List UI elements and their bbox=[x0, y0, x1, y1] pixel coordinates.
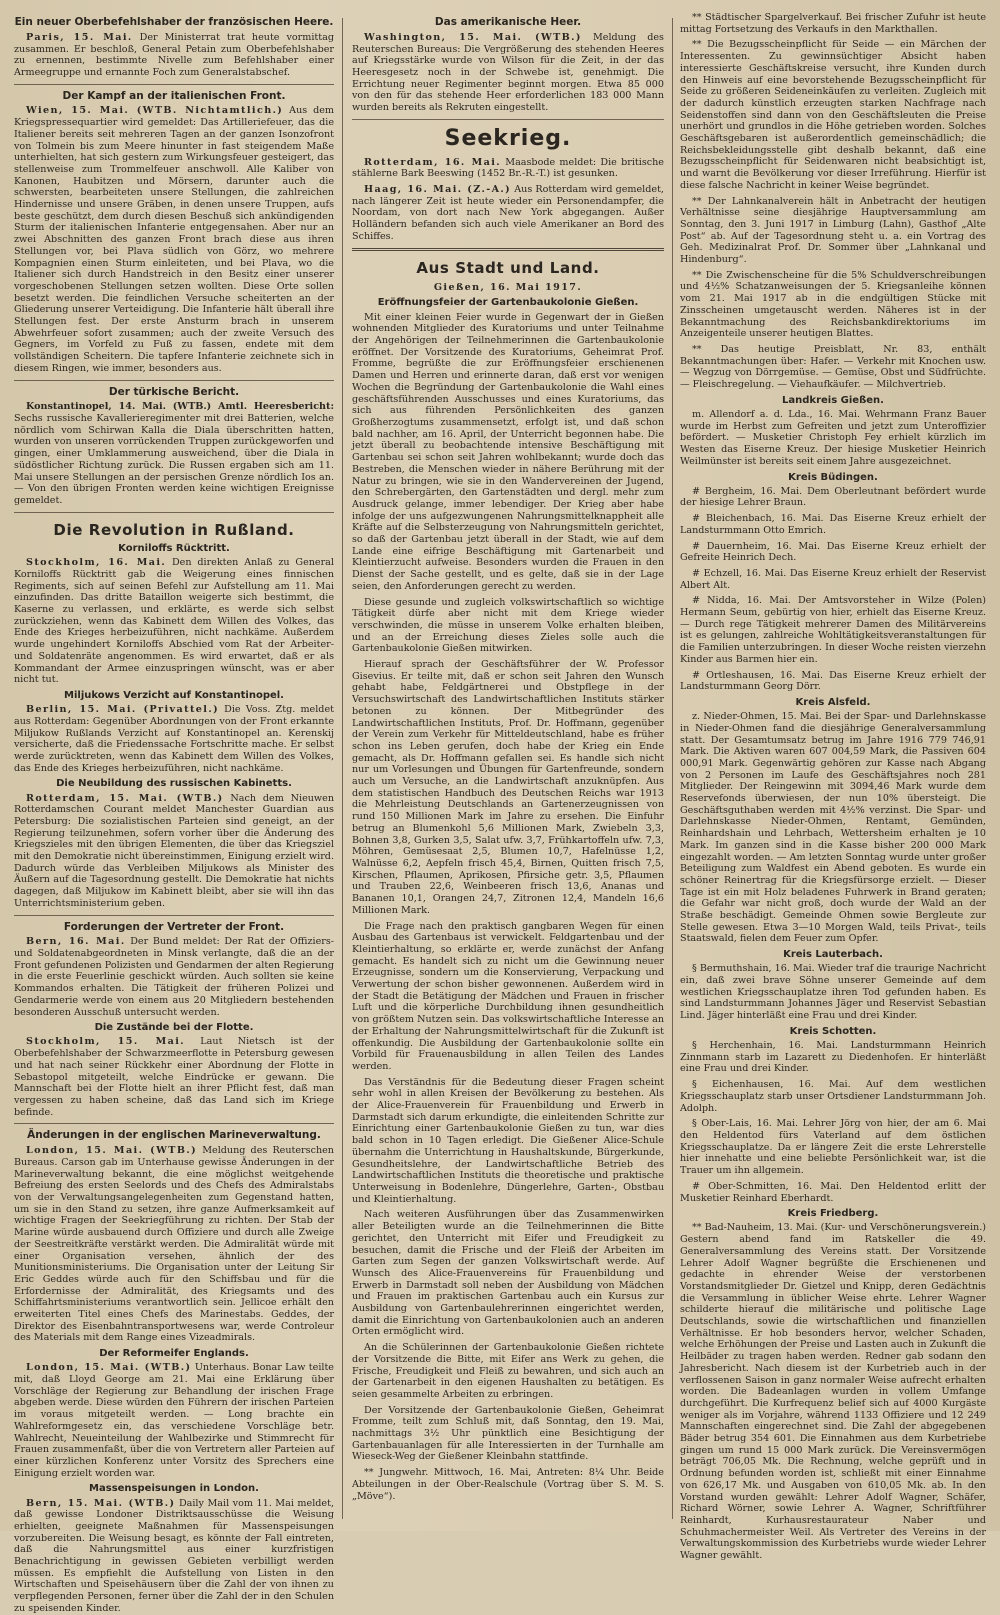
article-paragraph: ** Jungwehr. Mittwoch, 16. Mai, Antreten: 8¼ Uhr. Beide Abteilungen in der Ober-Realschule (Vortrag über S. M. S. „Möve“). bbox=[352, 1467, 664, 1502]
article-paragraph: # Ober-Schmitten, 16. Mai. Den Heldentod erlitt der Musketier Reinhard Eberhardt. bbox=[680, 1180, 986, 1204]
article-paragraph: Bern, 16. Mai. Der Bund meldet: Der Rat der Offiziers- und Soldatenabgeordneten in Minsk verlangte, daß die an der Front gefundenen Polizisten und Gendarmen der alten Regierung in die erste Feuerlinie geschickt würden. Auch sollten sie keine Kommandos erhalten. Die Tätigkeit der früheren Polizei und Gendarmerie werde von einem aus 20 Mitgliedern bestehenden besonderen Ausschuß untersucht werden. bbox=[14, 936, 335, 1018]
article-paragraph: Paris, 15. Mai. Der Ministerrat trat heute vormittag zusammen. Er beschloß, General Petain zum Oberbefehlshaber zu ernennen, bestimmte Nivelle zum Befehlshaber einer Armeegruppe und ernannte Foch zum Generalstabschef. bbox=[14, 31, 334, 78]
double-divider bbox=[352, 248, 664, 251]
subheadline: Kreis Büdingen. bbox=[788, 471, 878, 483]
article-paragraph: Rotterdam, 15. Mai. (WTB.) Nach dem Nieuwen Rotterdamschen Courant meldet Manchester Guardian aus Petersburg: Die sozialistischen Parteien sind geneigt, an der Regierung teilzunehmen, sofern vorher über die Änderung des Kriegszieles mit den übrigen Elementen, die über das Kriegsziel mit den Demokratie nicht übereinstimmen, Einigung erzielt wird. Dadurch würde das Verbleiben Miljukows als Minister des Äußern auf die Tagesordnung gestellt. Die Demokratie hat nichts dagegen, daß Miljukow im Kabinett bleibt, aber sie will ihn das Unterrichtsministerium geben. bbox=[14, 792, 335, 909]
article-paragraph: Der Vorsitzende der Gartenbaukolonie Gießen, Geheimrat Fromme, teilt zum Schluß mit, daß Sonntag, den 19. Mai, nachmittags 3½ Uhr pünktlich eine Besichtigung der Gartenbauanlagen für alle Interessierten in der Turnhalle am Wieseck-Weg der Gießener Kleinbahn stattfinde. bbox=[352, 1404, 664, 1463]
article-paragraph: Washington, 15. Mai. (WTB.) Meldung des Reuterschen Bureaus: Die Vergrößerung des stehenden Heeres auf Kriegsstärke wurde von Wilson für die Zeit, in der das Heeresgesetz noch in der Schwebe ist, genehmigt. Die Errichtung neuer Regimenter beginnt morgen. Etwa 85 000 von den für das stehende Heer erforderlichen 183 000 Mann wurden bereits als Rekruten eingestellt. bbox=[352, 31, 664, 114]
article-paragraph: ** Die Zwischenscheine für die 5% Schuldverschreibungen und 4½% Schatzanweisungen der 5. Kriegsanleihe können vom 21. Mai 1917 ab in die endgültigen Stücke mit Zinsscheinen umgetauscht werden. Näheres ist in der Bekanntmachung des Reichsbankdirektoriums im Anzeigenteile unserer heutigen Blattes. bbox=[680, 269, 986, 340]
article-paragraph: ** Die Bezugsscheinpflicht für Seide — ein Märchen der Interessenten. Zu gewinnsüchtiger Absicht haben interessierte Geschäftskreise versucht, ihre Kunden durch den Hinweis auf eine bevorstehende Bezugsscheinpflicht für Seide zu größeren Seideneinkäufen zu verleiten. Zugleich mit der dadurch künstlich erzeugten starken Nachfrage nach Seidenstoffen sind dann von den Geschäftsleuten die Preise unerhört und grundlos in die Höhe getrieben worden. Solches Geschäftsgebaren ist außerordentlich gemeinschädlich; die Reichsbekleidungsstelle gibt deshalb bekannt, daß eine Bezugsscheinpflicht für Seidenwaren nicht beabsichtigt ist, und warnt die Bevölkerung vor dieser Irreführung. Hierfür ist diese falsche Nachricht in keiner Weise begründet. bbox=[680, 39, 986, 191]
subheadline: Der Reformeifer Englands. bbox=[99, 1348, 249, 1360]
article-paragraph: # Ortleshausen, 16. Mai. Das Eiserne Kreuz erhielt der Landsturmmann Georg Dörr. bbox=[680, 669, 986, 693]
article-paragraph: Die Frage nach den praktisch gangbaren Wegen für einen Ausbau des Gartenbaus ist verwickelt. Feldgartenbau und der Kleintierhaltung, so erklärte er, werde zunächst der Anfang gemacht. Es handelt sich zu nicht um die Gewinnung neuer Erzeugnisse, sondern um die Konservierung, Verpackung und Verwertung der schon bisher gewonnenen. Außerdem wird in der Stadt die Betätigung der Mädchen und Frauen in frischer Luft und die körperliche Durchbildung ihnen gesundheitlich von größtem Nutzen sein. Das volkswirtschaftliche Interesse an der Erhaltung der Nahrungsmittelwirtschaft für die Zukunft ist offenkundig. Die Ausbildung der Gartenbaukolonie sollte ein Vorbild für Frauenausbildung in allen Teilen des Landes werden. bbox=[352, 920, 664, 1072]
article-paragraph: § Eichenhausen, 16. Mai. Auf dem westlichen Kriegsschauplatz starb unser Ortsdiener Landsturmmann Joh. Adolph. bbox=[680, 1079, 986, 1114]
divider bbox=[14, 915, 334, 916]
article-paragraph: An die Schülerinnen der Gartenbaukolonie Gießen richtete der Vorsitzende die Bitte, mit Eifer ans Werk zu gehen, die Frische, Freudigkeit und Fleiß zu bewahren, und sich auch an der Gartenarbeit in den eigenen Haushalten zu betätigen. Es seien gesammelte Arbeiten zu erbringen. bbox=[352, 1342, 664, 1400]
article-paragraph: ** Bad-Nauheim, 13. Mai. (Kur- und Verschönerungsverein.) Gestern abend fand im Ratskeller die 49. Generalversammlung des Vereins statt. Der Vorsitzende Lehrer Adolf Wagner begrüßte die Erschienenen und gedachte in ehrender Weise der verstorbenen Vorstandsmitglieder Dr. Gietzel und Knipp, deren Gedächtnis die Versammlung in üblicher Weise ehrte. Lehrer Wagner schilderte hierauf die militärische und politische Lage Deutschlands, sowie die wirtschaftlichen und finanziellen Verhältnisse. Er hob besonders hervor, welcher Schaden, welche Erhöhungen der Preise und Lasten auch in Zukunft die Heilbäder zu tragen haben werden. Redner gab sodann den Jahresbericht. Nach diesem ist der Kurbetrieb auch in der verflossenen Saison in ganz normaler Weise aufrecht erhalten worden. Die Badeanlagen wurden in vollem Umfange durchgeführt. Die Kurfrequenz belief sich auf 4000 Kurgäste weniger als im Vorjahre, während 1133 Offiziere und 12 249 Mannschaften eingerechnet sind. Die Zahl der abgegebenen Bäder betrug 354 601. Die Einnahmen aus dem Kurbetriebe gingen um rund 15 000 Mark zurück. Die Vereinsvermögen beträgt 706,05 Mk. Die Rechnung, welche geprüft und in Ordnung befunden worden ist, schließt mit einer Einnahme von 626,17 Mk. und Ausgaben von 610,05 Mk. ab. In den Vorstand wurden gewählt: Lehrer Adolf Wagner, Schäfer, Richard Wörner, sowie Lehrer A. Wagner, Schriftführer Reinhardt, Kurhausrestaurateur Naber und Schuhmachermeister Weil. Als Vertreter des Vereins in der Verwaltungskommission des Kurbetriebs wurde wieder Lehrer Wagner gewählt. bbox=[680, 1222, 986, 1562]
headline: Der Kampf an der italienischen Front. bbox=[62, 89, 286, 102]
article-paragraph: Bern, 15. Mai. (WTB.) Daily Mail vom 11. Mai meldet, daß gewisse Londoner Distriktsausschüsse die Weisung erhielten, geeignete Maßnahmen für Massenspeisungen vorzubereiten. Die Weisung besagt, es könnte der Fall eintreten, daß die Nahrungsmittel aus einer kurzfristigen Benachrichtigung in gewissen Gebieten verbilligt werden müssen. Es empfiehlt die Aufstellung von Listen in den Wirtschaften und Speisehäusern über die Zahl der von ihnen zu verpflegenden Personen, ferner über die Zahl der in den Schulen zu speisenden Kinder. bbox=[14, 1497, 334, 1614]
article-paragraph: § Herchenhain, 16. Mai. Landsturmmann Heinrich Zinnmann starb im Lazarett zu Diedenhofen. Er hinterläßt eine Frau und drei Kinder. bbox=[680, 1040, 986, 1075]
article-paragraph: Nach weiteren Ausführungen über das Zusammenwirken aller Beteiligten wurde an die Teilnehmerinnen die Bitte gerichtet, den Unterricht mit Eifer und Freudigkeit zu besuchen, damit die Frische und der Fleiß der Arbeiten im Garten zum Segen der ganzen Volkswirtschaft werde. Auf Wunsch des Alice-Frauenvereins für Frauenbildung und Erwerb in Darmstadt soll neben der Ausbildung von Mädchen und Frauen im praktischen Gartenbau auch ein Kursus zur Ausbildung von Gartenbaulehrerinnen eingerichtet werden, damit die Einrichtung von Gartenbaukolonien auch an anderen Orten ermöglicht wird. bbox=[352, 1209, 664, 1338]
article-paragraph: # Nidda, 16. Mai. Der Amtsvorsteher in Wilze (Polen) Hermann Seum, gebürtig von hier, erhielt das Eiserne Kreuz. — Durch rege Tätigkeit mehrerer Damen des Militärvereins ist es gelungen, zahlreiche Wohltätigkeitsveranstaltungen für die Familien unterzubringen. In dieser Woche reisten vierzehn Kinder aus Barmen hier ein. bbox=[680, 595, 986, 665]
article-paragraph: # Echzell, 16. Mai. Das Eiserne Kreuz erhielt der Reservist Albert Alt. bbox=[680, 567, 986, 591]
article-paragraph: m. Allendorf a. d. Lda., 16. Mai. Wehrmann Franz Bauer wurde im Herbst zum Gefreiten und jetzt zum Unteroffizier befördert. — Musketier Christoph Fey erhielt kürzlich im Westen das Eiserne Kreuz. Der hiesige Musketier Heinrich Weilmünster ist bereits seit einem Jahre ausgezeichnet. bbox=[680, 408, 986, 467]
article-paragraph: Haag, 16. Mai. (Z.-A.) Aus Rotterdam wird gemeldet, nach längerer Zeit ist heute wieder ein Personendampfer, die Noordam, von dort nach New York abgegangen. Außer Holländern befanden sich auch viele Amerikaner an Bord des Schiffes. bbox=[352, 183, 664, 242]
column-rule bbox=[342, 18, 343, 1519]
divider bbox=[14, 1123, 334, 1124]
column-left bbox=[14, 12, 335, 1614]
headline: Änderungen in der englischen Marineverwaltung. bbox=[27, 1129, 321, 1142]
article-paragraph: # Bergheim, 16. Mai. Dem Oberleutnant befördert wurde der hiesige Lehrer Braun. bbox=[680, 485, 986, 509]
article-paragraph: § Ober-Lais, 16. Mai. Lehrer Jörg von hier, der am 6. Mai den Heldentod fürs Vaterland auf dem östlichen Kriegsschauplatze. Da er längere Zeit die erste Lehrerstelle hier innehatte und eine beliebte Persönlichkeit war, ist die Trauer um ihn allgemein. bbox=[680, 1118, 986, 1177]
subheadline: Kreis Alsfeld. bbox=[795, 696, 871, 708]
subheadline: Landkreis Gießen. bbox=[782, 394, 884, 406]
article-paragraph: ** Der Lahnkanalverein hält in Anbetracht der heutigen Verhältnisse seine diesjährige Hauptversammlung am Sonntag, den 3. Juni 1917 in Limburg (Lahn), Gasthof „Alte Post“ ab. Auf der Tagesordnung steht u. a. ein Vortrag des Geh. Medizinalrat Prof. Dr. Sommer über „Lahnkanal und Hindenburg“. bbox=[680, 195, 986, 266]
column-right bbox=[680, 12, 986, 1562]
article-paragraph: Berlin, 15. Mai. (Privattel.) Die Voss. Ztg. meldet aus Rotterdam: Gegenüber Abordnungen von der Front erkannte Miljukow Rußlands Verzicht auf Konstantinopel an. Kerenskij versicherte, daß die Friedenssache Fortschritte mache. Er selbst werde zurücktreten, wenn das Kabinett dem Willen des Volkes, das Ende des Krieges herbeizuführen, nicht nachkäme. bbox=[14, 704, 334, 774]
headline: Ein neuer Oberbefehlshaber der französischen Heere. bbox=[14, 16, 334, 28]
article-paragraph: Wien, 15. Mai. (WTB. Nichtamtlich.) Aus dem Kriegspressequartier wird gemeldet: Das Artilleriefeuer, das die Italiener bereits seit mehreren Tagen an der ganzen Isonzofront von Tolmein bis zum Meere hinunter in fast steigendem Maße unterhielten, hat sich gestern zum Wirkungsfeuer gesteigert, das stellenweise zum Trommelfeuer anschwoll. Alle Kaliber von Kanonen, Haubitzen und Mörsern, darunter auch die schwersten, bearbeiteten unsere Stellungen, die zahlreichen Hindernisse und unsere Gräben, in denen unsere Truppen, aufs beste geschützt, dem durch diesen Beschuß sich ankündigenden Sturm der italienischen Infanterie entgegensahen. Aber nur an zwei Abschnitten des ganzen Front brach diese aus ihren Stellungen vor, bei Plava südlich von Görz, wo mehrere Kompagnien einen Sturm einleiteten, und bei Plava, wo die Italiener sich durch Handstreich in den Besitz einer unserer vorgeschobenen Stellungen setzen wollten. Diese Orte sollen besetzt werden. Die feindlichen Versuche scheiterten an der Gliederung unserer Verteidigung. Die Infanterie hält überall ihre Stellungen fest. Der erste Ansturm brach in unserem Abwehrfeuer sofort zusammen; auch der zweite Versuch des Gegners, im Vorfeld zu Fuß zu fassen, endete mit dem vollständigen Scheitern. Die tapfere Infanterie zeichnete sich in diesem Ringen, wie immer, besonders aus. bbox=[14, 105, 335, 374]
article-paragraph: Konstantinopel, 14. Mai. (WTB.) Amtl. Heeresbericht: Sechs russische Kavallerieregimenter mit drei Batterien, welche nördlich vom Schirwan Kalla die Diala überschritten hatten, wurden von unseren vorrückenden Truppen zurückgeworfen und gingen, einer Umklammerung ausweichend, über die Diala in südöstlicher Richtung zurück. Die Russen ergaben sich am 11. Mai unsere Stellungen an der persischen Grenze nördlich Ios an. — Von den übrigen Fronten werden keine wichtigen Ereignisse gemeldet. bbox=[14, 401, 334, 506]
subheadline: Miljukows Verzicht auf Konstantinopel. bbox=[64, 689, 284, 701]
article-paragraph: Diese gesunde und zugleich volkswirtschaftlich so wichtige Tätigkeit dürfe aber nicht mit dem Kriege wieder verschwinden, die müsse in unserem Volke erhalten bleiben, und an der Erreichung dieses Zieles solle auch die Gartenbaukolonie Gießen mitwirken. bbox=[352, 596, 664, 655]
article-paragraph: Stockholm, 15. Mai. Laut Nietsch ist der Oberbefehlshaber der Schwarzmeerflotte in Petersburg gewesen und hat nach seiner Rückkehr einer Abordnung der Flotte in Sebastopol mitgeteilt, welche Eindrücke er gewann. Die Mannschaft bei der Flotte hielt an ihrer Pflicht fest, daß man vergessen zu haben scheine, daß das Land sich im Kriege befinde. bbox=[14, 1036, 334, 1118]
divider bbox=[14, 380, 334, 381]
section-headline: Seekrieg. bbox=[444, 125, 572, 151]
headline: Der türkische Bericht. bbox=[108, 385, 240, 398]
article-paragraph: Mit einer kleinen Feier wurde in Gegenwart der in Gießen wohnenden Mitglieder des Kuratoriums und unter Teilnahme der Angehörigen der Teilnehmerinnen die Gartenbaukolonie eröffnet. Der Vorsitzende des Kuratoriums, Geheimrat Prof. Fromme, begrüßte die zur Eröffnungsfeier erschienenen Damen und Herren und erinnerte daran, daß erst vor wenigen Wochen die Begründung der Gartenbaukolonie die Wahl eines geschäftsführenden Ausschusses und eines Kuratoriums, das sich aus führenden Persönlichkeiten des ganzen Großherzogtums zusammensetzt, erfolgt ist, und daß schon bald nachher, am 16. April, der Unterricht begonnen habe. Die jetzt überall zu beobachtende intensive Beschäftigung mit Gartenbau sei schon seit Jahren wohlbekannt; wurde doch das Bestreben, die Menschen wieder in nähere Berührung mit der Natur zu bringen, wie sie in den Wandervereinen der Jugend, den Schrebergärten, den Gartenstädten und dergl. mehr zum Ausdruck gelange, immer lebendiger. Der Krieg aber habe infolge der uns aufgezwungenen Nahrungsmittelknappheit alle Kräfte auf die Selbsterzeugung von Nahrungsmitteln gerichtet, so daß der Gartenbau jetzt überall in der Stadt, wie auf dem Lande eine eifrige Beschäftigung mit Gartenarbeit und Kleintierzucht aufweise. Besonders wurden die Frauen in den Dienst der Sache gestellt, und es gelte, daß sie in der Lage seien, den Anforderungen gerecht zu werden. bbox=[352, 311, 664, 592]
column-middle bbox=[352, 12, 664, 1521]
article-paragraph: § Bermuthshain, 16. Mai. Wieder traf die traurige Nachricht ein, daß zwei brave Söhne unserer Gemeinde auf dem westlichen Kriegsschauplatze ihren Tod gefunden haben. Es sind Landsturmmann Johannes Jäger und Reservist Sebastian Lind. Jäger hinterläßt eine Frau und drei Kinder. bbox=[680, 963, 986, 1022]
section-headline: Aus Stadt und Land. bbox=[416, 259, 600, 278]
divider bbox=[14, 84, 334, 85]
subheadline: Massenspeisungen in London. bbox=[89, 1483, 259, 1495]
subheadline: Kreis Friedberg. bbox=[787, 1208, 879, 1220]
article-paragraph: ** Das heutige Preisblatt, Nr. 83, enthält Bekanntmachungen über: Hafer. — Verkehr mit Knochen usw. — Wegzug von Dörrgemüse. — Gemüse, Obst und Südfrüchte. — Fleischregelung. — Viehaufkäufer. — Milchvertrieb. bbox=[680, 343, 986, 391]
article-paragraph: Das Verständnis für die Bedeutung dieser Fragen scheint sehr wohl in allen Kreisen der Bevölkerung zu bestehen. Als der Alice-Frauenverein für Frauenbildung und Erwerb in Darmstadt sich darum erkundigte, die einleitenden Schritte zur Einrichtung einer Gartenbaukolonie Gießen zu tun, war dies bald schon in 10 Tagen erledigt. Die Gießener Alice-Schule übernahm die Unterrichtung in Haushaltskunde, Bürgerkunde, Gesundheitslehre, der Landwirtschaftliche Betrieb des Landwirtschaftlichen Instituts die theoretische und praktische Unterweisung in Bodenlehre, Düngerlehre, Garten-, Obstbau und Kleintierhaltung. bbox=[352, 1076, 664, 1205]
article-paragraph: # Dauernheim, 16. Mai. Das Eiserne Kreuz erhielt der Gefreite Heinrich Dech. bbox=[680, 540, 986, 564]
article-paragraph: ** Städtischer Spargelverkauf. Bei frischer Zufuhr ist heute mittag Fortsetzung des Verkaufs in den Markthallen. bbox=[680, 12, 986, 35]
dateline: Gießen, 16. Mai 1917. bbox=[433, 281, 583, 293]
headline: Das amerikanische Heer. bbox=[434, 16, 582, 28]
subheadline: Kreis Schotten. bbox=[789, 1025, 877, 1037]
subheadline: Die Neubildung des russischen Kabinetts. bbox=[56, 778, 292, 790]
article-paragraph: z. Nieder-Ohmen, 15. Mai. Bei der Spar- und Darlehnskasse in Nieder-Ohmen fand die diesjährige Generalversammlung statt. Der Gesamtumsatz betrug im Jahre 1916 779 746,91 Mark. Die Aktiven waren 607 004,59 Mark, die Passiven 604 000,91 Mark. Gegenwärtig gehören zur Kasse nach Abgang von 2 Personen im Laufe des Geschäftsjahres noch 281 Mitglieder. Der Reingewinn mit 3094,46 Mark wurde dem Reservefonds überwiesen, der nun 10% übersteigt. Die Geschäftsguthaben werden mit 4½% verzinst. Die Spar- und Darlehnskasse Nieder-Ohmen, Rentamt, Gemünden, Reinhardshain und Lehrbach, Wettersheim erhalten je 10 Mark. Im ganzen sind in die Kasse bisher 200 000 Mark eingezahlt worden. — Am letzten Sonntag wurde unter großer Beteiligung zum Waldfest ein Abend geboten. Es wurde ein schöner Reinertrag für die Kriegsfürsorge erzielt. — Dieser Tage ist ein mit Holz beladenes Fuhrwerk in Brand geraten; die Gefahr war nicht groß, doch wurde der Wald an der Straße beschädigt. Gemeinde Ohmen sowie Bergleute zur Stelle gewesen. Etwa 3—10 Morgen Wald, teils Privat-, teils Staatswald, fielen dem Feuer zum Opfer. bbox=[680, 711, 986, 945]
article-paragraph: # Bleichenbach, 16. Mai. Das Eiserne Kreuz erhielt der Landsturmmann Otto Emrich. bbox=[680, 513, 986, 536]
headline: Forderungen der Vertreter der Front. bbox=[63, 920, 285, 933]
divider bbox=[14, 512, 334, 513]
column-rule bbox=[672, 18, 673, 1519]
article-paragraph: London, 15. Mai. (WTB.) Meldung des Reuterschen Bureaus. Carson gab im Unterhause gewisse Änderungen in der Marineverwaltung bekannt, die eine möglichst weitgehende Befreiung des ersten Seelords und des Chefs des Admiralstabs von der Verwaltungsangelegenheiten zum Gegenstand hatten, um sie in den Stand zu setzen, ihre ganze Aufmerksamkeit auf wichtige Fragen der Seekriegführung zu richten. Der Stab der Marine würde ausbauend durch Offiziere und durch alle Zweige der Seestreitkräfte verstärkt werden. Die Admiralität würde mit einer Organisation versehen, ähnlich der des Munitionsministeriums. Die Organisation unter der Leitung Sir Eric Geddes würde auch für den Schiffsbau und für die Erfordernisse der Admiralität, des Kriegsamts und des Schiffahrtsministeriums verantwortlich sein. Jellicoe erhält den erweiterten Titel eines Chefs des Marinestabs. Geddes, der Direktor des Eisenbahntransportwesens war, werde Controleur des Materials mit dem Range eines Vizeadmirals. bbox=[14, 1145, 334, 1344]
subheadline: Die Zustände bei der Flotte. bbox=[94, 1022, 254, 1034]
subheadline: Eröffnungsfeier der Gartenbaukolonie Gießen. bbox=[377, 297, 639, 309]
subheadline: Kreis Lauterbach. bbox=[783, 949, 883, 961]
article-paragraph: Rotterdam, 16. Mai. Maasbode meldet: Die britische stählerne Bark Beeswing (1452 Br.-R.-T.) ist gesunken. bbox=[352, 156, 664, 180]
section-headline: Die Revolution in Rußland. bbox=[53, 520, 295, 539]
article-paragraph: Hierauf sprach der Geschäftsführer der W. Professor Gisevius. Er teilte mit, daß er schon seit Jahren den Wunsch gehabt habe, Feldgärtnerei und Obstpflege in der Versuchswirtschaft des Landwirtschaftlichen Instituts stärker betonen zu können. Der Mitbegründer des Landwirtschaftlichen Instituts, Prof. Dr. Hoffmann, gegenüber der Verein zum Verkehr für Mitteldeutschland, habe es früher schon ins Leben gerufen, doch habe der Krieg ein Ende gemacht, als Dr. Hoffmann gefallen sei. Es handle sich nicht nur um Vorlesungen und Übungen für Gartenfreunde, sondern auch um Versuche, an die Landwirtschaft anzuknüpfen. Aus dem statistischen Handbuch des Deutschen Reichs war 1913 die Mehrleistung Deutschlands an Gartenerzeugnissen von rund 150 Millionen Mark im Jahre zu ersehen. Die Einfuhr betrug an Blumenkohl 5,6 Millionen Mark, Zwiebeln 3,3, Bohnen 3,8, Gurken 3,5, Salat ufw. 3,7, Frühkartoffeln ufw. 7,3, Möhren, Gemüsesaat 2,5, Blumen 10,7, Hafelnüsse 1,2, Walnüsse 6,2, Aepfeln frisch 45,4, Birnen, Quitten frisch 7,5, Kirschen, Pflaumen, Aprikosen, Pfirsiche getr. 3,5, Pflaumen und Trauben 22,6, Weinbeeren frisch 13,6, Ananas und Bananen 10,1, Orangen 24,7, Zitronen 12,4, Mandeln 16,6 Millionen Mark. bbox=[352, 659, 664, 916]
subheadline: Korniloffs Rücktritt. bbox=[118, 543, 230, 554]
divider bbox=[352, 119, 664, 120]
article-paragraph: London, 15. Mai. (WTB.) Unterhaus. Bonar Law teilte mit, daß Lloyd George am 21. Mai eine Erklärung über Vorschläge der Regierung zur Behandlung der irischen Frage abgeben werde. Diese würden den Führern der irischen Parteien im voraus mitgeteilt werden. — Long brachte ein Wahlreformgesetz ein, das verschiedene Vorschläge betr. Wahlrecht, Neueinteilung der Wahlbezirke und Stimmrecht für Frauen zusammenfaßt, über die von Vertretern aller Parteien auf einer kürzlichen Konferenz unter Vorsitz des Sprechers eine Einigung erzielt worden war. bbox=[14, 1362, 334, 1479]
article-paragraph: Stockholm, 16. Mai. Den direkten Anlaß zu General Korniloffs Rücktritt gab die Weigerung eines finnischen Regiments, sich auf seinen Befehl zur Aufstellung am 11. Mai einzufinden. Das dritte Bataillon weigerte sich bestimmt, die Kaserne zu verlassen, und erklärte, es werde sich selbst zurückziehen, wenn das Kabinett dem Willen des Volkes, das Ende des Krieges herbeizuführen, nicht nachkäme. Außerdem wurde ungehindert Korniloffs Abschied vom Rat der Arbeiter- und Soldatenräte angenommen. Es wird erwartet, daß er als Kommandant der Armee einzuspringen wünscht, was er aber nicht tut. bbox=[14, 557, 334, 686]
